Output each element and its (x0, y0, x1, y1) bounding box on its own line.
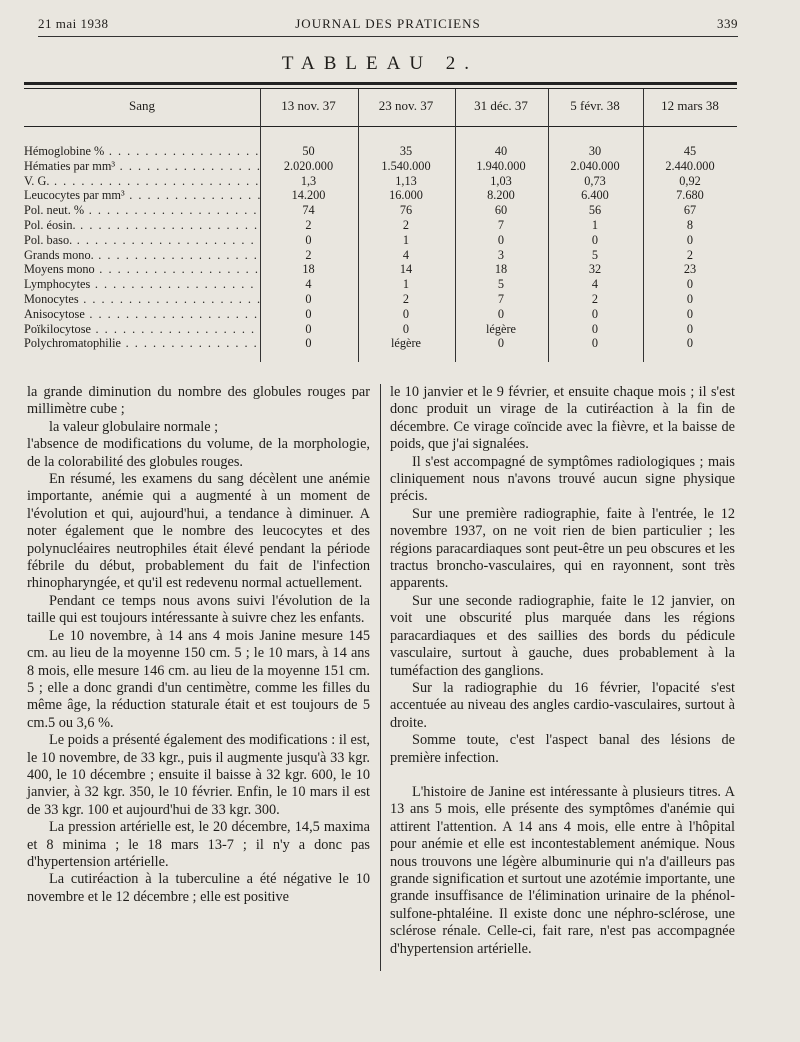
table-row (24, 203, 737, 218)
table-cell: 7 (497, 217, 505, 232)
paragraph: la valeur globulaire normale ; (49, 418, 219, 435)
table-cell: 74 (302, 203, 315, 218)
table-title: TABLEAU 2. (281, 53, 479, 74)
table-cell: 16.000 (389, 188, 423, 203)
table-cell: 0 (402, 306, 410, 321)
table-cell: 0 (305, 232, 312, 247)
table-cell: 2 (402, 291, 410, 306)
table-cell: 0,73 (584, 173, 606, 188)
paragraph: L'histoire de Janine est intéressante à plusieurs titres. A 13 ans 5 mois, elle présente des symptômes d'anémie qui attirent l'attention. A 14 ans 4 mois, elle entre à l'hôpital pour anémie et elle est incontestablement anémique. Nous nous trouvons une légère albuminurie qui n'a d'ailleurs pas grande signification et surtout une azotémie importante, une grande insuffisance de l'élimination urinaire de la phénol-sulfone-phtaléine. Il existe donc une néphro-sclérose, une sclérose rénale. Celle-ci, fait rare, n'est pas accompagnée d'hypertension artérielle. (390, 783, 735, 957)
table-cell: 4 (591, 277, 599, 292)
table-cell: 1.940.000 (476, 158, 526, 173)
table-cell: 0 (305, 336, 312, 351)
table-cell: 35 (399, 144, 413, 158)
table-cell: 1,13 (395, 173, 417, 188)
header-page-number: 339 (717, 16, 738, 31)
paragraph: Somme toute, c'est l'aspect banal des lésions de première infection. (390, 732, 735, 766)
table-row (24, 336, 737, 351)
table-cell: 5 (591, 247, 599, 262)
table-top-rule (24, 82, 737, 85)
table-cell: légère (485, 321, 517, 336)
table-cell: 2.440.000 (665, 158, 715, 173)
table-cell: 8 (686, 217, 694, 232)
row-label: Moyens mono . . . (24, 262, 260, 277)
header-date: 21 mai 1938 (38, 16, 109, 31)
row-label: Poïkilocytose . . . (24, 322, 260, 337)
table-cell: 1 (402, 232, 410, 247)
paragraph: la grande diminution du nombre des globules rouges par millimètre cube ; (27, 384, 370, 418)
table-cell: 6.400 (581, 188, 609, 203)
paragraph: La cutiréaction à la tuberculine a été négative le 10 novembre et le 12 décembre ; elle est positive (27, 871, 370, 905)
row-label: Pol. baso. . . . (24, 233, 260, 248)
table-cell: 23 (683, 262, 697, 277)
table-cell: 2 (686, 247, 694, 262)
data-table-body (24, 144, 737, 351)
table-row (24, 188, 737, 203)
row-label: Pol. neut. % . . . (24, 203, 260, 218)
table-cell: légère (390, 336, 422, 351)
table-cell: 14.200 (291, 188, 326, 203)
table-top-rule-thin (24, 88, 737, 89)
table-cell: 0 (305, 306, 312, 321)
table-cell: 14 (399, 262, 413, 277)
running-header (38, 10, 738, 37)
table-cell: 7.680 (676, 188, 704, 203)
table-cell: 2 (305, 247, 312, 262)
table-row-header: Sang (129, 98, 155, 113)
table-cell: 2 (305, 217, 312, 232)
table-cell: 0 (591, 232, 599, 247)
column-header: 23 nov. 37 (378, 98, 434, 113)
table-cell: 1 (402, 277, 410, 292)
paragraph: Le 10 novembre, à 14 ans 4 mois Janine mesure 145 cm. au lieu de la moyenne 150 cm. 5 ; le 10 mars, à 14 ans 8 mois, elle mesure 146 cm. au lieu de la moyenne 151 cm. 5 ; elle a donc grandi d'un centimètre, comme les filles du même âge, la réduction staturale était et est toujours de 5 cm.5 ou 3,6 %. (27, 627, 370, 731)
table-cell: 3 (497, 247, 505, 262)
paragraph: le 10 janvier et le 9 février, et ensuite chaque mois ; il s'est donc produit un virage de la cutiréaction à la fin de décembre. Ce virage coïncide avec la fièvre, et la baisse de poids, que j'ai signalées. (390, 384, 735, 453)
table-row (24, 144, 737, 159)
table-cell: 0 (402, 321, 410, 336)
row-label: Anisocytose . . . (24, 307, 260, 322)
table-cell: 0 (305, 291, 312, 306)
table-cell: 18 (302, 262, 315, 277)
table-cell: 7 (497, 291, 505, 306)
table-cell: 60 (494, 203, 508, 218)
row-label: Pol. éosin. . . . (24, 218, 260, 233)
table-cell: 4 (305, 277, 312, 292)
table-header-rule (24, 126, 737, 127)
table-cell: 45 (683, 144, 697, 158)
right-text-column (390, 384, 735, 958)
row-label: Monocytes . . . (24, 292, 260, 307)
table-cell: 0,92 (679, 173, 701, 188)
table-cell: 0 (497, 232, 505, 247)
table-row (24, 322, 737, 337)
table-cell: 0 (686, 336, 694, 351)
table-cell: 56 (588, 203, 602, 218)
paragraph: Le poids a présenté également des modifications : il est, le 10 novembre, de 33 kgr., puis il augmente jusqu'à 33 kgr. 400, le 10 décembre ; ensuite il baisse à 32 kgr. 600, le 10 janvier, à 32 kgr. 350, le 10 février. Enfin, le 10 mars il est de 33 kgr. 100 et aujourd'hui de 33 kgr. 300. (27, 732, 370, 818)
table-cell: 32 (588, 262, 602, 277)
table-cell: 30 (588, 144, 602, 158)
table-cell: 67 (683, 203, 697, 218)
row-label: V. G. . . . (24, 174, 260, 189)
paragraph: Pendant ce temps nous avons suivi l'évolution de la taille qui est toujours intéressante à suivre chez les enfants. (27, 592, 370, 627)
table-cell: 0 (497, 306, 505, 321)
paragraph: La pression artérielle est, le 20 décembre, 14,5 maxima et 8 minima ; le 18 mars 13-7 ; il n'y a donc pas d'hypertension artérielle. (27, 819, 370, 870)
table-row (24, 277, 737, 292)
table-row (24, 174, 737, 189)
table-row (24, 248, 737, 263)
row-label: Leucocytes par mm³ . . . (24, 188, 260, 203)
table-row (24, 292, 737, 307)
table-row (24, 307, 737, 322)
table-cell: 0 (591, 306, 599, 321)
paragraph: l'absence de modifications du volume, de la morphologie, de la colorabilité des globules rouges. (27, 436, 370, 470)
paragraph: Sur la radiographie du 16 février, l'opacité s'est accentuée au niveau des angles cardio-vasculaires, surtout à droite. (390, 679, 735, 731)
table-row (24, 262, 737, 277)
table-cell: 2 (402, 217, 410, 232)
row-label: Lymphocytes . . . (24, 277, 260, 292)
column-header: 31 déc. 37 (474, 98, 528, 113)
table-cell: 0 (686, 306, 694, 321)
table-cell: 0 (305, 321, 312, 336)
paragraph: En résumé, les examens du sang décèlent une anémie importante, anémie qui a augmenté à un moment de l'évolution et qui, aujourd'hui, a tendance à diminuer. A noter également que le nombre des leucocytes et des polynucléaires neutrophiles était élevé pendant la période fébrile du début, probablement du fait de l'infection rhinopharyngée, et qu'il est redevenu normal actuellement. (27, 471, 370, 592)
left-text-column (27, 384, 370, 906)
column-header: 13 nov. 37 (281, 98, 336, 113)
table-cell: 50 (302, 144, 315, 158)
table-row (24, 233, 737, 248)
table-cell: 5 (497, 277, 505, 292)
table-cell: 76 (399, 203, 413, 218)
table-cell: 1,3 (300, 173, 317, 188)
table-cell: 0 (591, 336, 599, 351)
row-label: Hématies par mm³ . . . (24, 159, 260, 174)
table-cell: 2.020.000 (283, 158, 334, 173)
table-row (24, 159, 737, 174)
table-cell: 1.540.000 (381, 158, 431, 173)
table-cell: 0 (686, 321, 694, 336)
row-label: Polychromatophilie . . . (24, 336, 260, 351)
table-cell: 40 (494, 144, 508, 158)
column-header: 12 mars 38 (661, 98, 719, 113)
paragraph: Il s'est accompagné de symptômes radiologiques ; mais cliniquement nous n'avons trouvé aucun signe physique précis. (390, 453, 735, 505)
table-cell: 1,03 (490, 173, 512, 188)
table-cell: 0 (497, 336, 505, 351)
table-cell: 2 (591, 291, 599, 306)
table-cell: 8.200 (487, 188, 515, 203)
table-cell: 0 (591, 321, 599, 336)
header-journal-title: JOURNAL DES PRATICIENS (295, 16, 481, 31)
table-cell: 4 (402, 247, 410, 262)
row-label: Grands mono. . . . (24, 248, 260, 263)
table-cell: 18 (494, 262, 508, 277)
table-row (24, 218, 737, 233)
table-cell: 1 (591, 217, 599, 232)
table-cell: 0 (686, 232, 694, 247)
paragraph: Sur une seconde radiographie, faite le 12 janvier, on voit une obscurité plus marquée dans les régions paracardiaques et des saillies des bords du pédicule vasculaire, surtout à gauche, dues probablement à la tuméfaction des ganglions. (390, 592, 735, 679)
table-cell: 0 (686, 291, 694, 306)
column-divider (380, 384, 381, 971)
table-cell: 2.040.000 (570, 158, 620, 173)
row-label: Hémoglobine % . . . (24, 144, 260, 159)
paragraph: Sur une première radiographie, faite à l'entrée, le 12 novembre 1937, on ne voit rien de bien particulier ; les régions paracardiaques sont peut-être un peu obscures et les tractus broncho-vasculaires, qui en rayonnent, sont très apparents. (390, 505, 735, 592)
table-cell: 0 (686, 277, 694, 292)
column-header: 5 févr. 38 (570, 98, 620, 113)
